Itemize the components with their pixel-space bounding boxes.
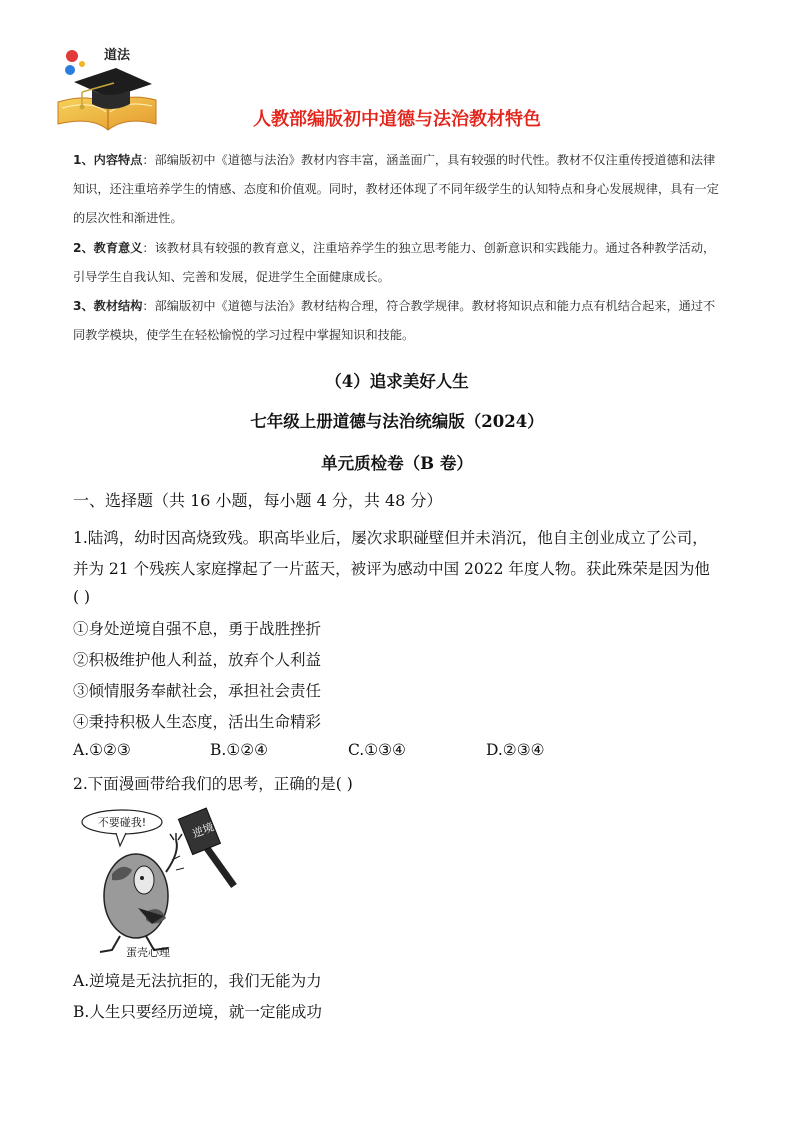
q1-option-c[interactable]: C.①③④ (348, 741, 406, 759)
comic-illustration (76, 800, 246, 965)
q1-option-b[interactable]: B.①②④ (210, 741, 269, 759)
q1-statement: ①身处逆境自强不息，勇于战胜挫折 (73, 620, 322, 638)
q1-stem-line1: 1.陆鸿，幼时因高烧致残。职高毕业后，屡次求职碰壁但并未消沉，他自主创业成立了公司， (73, 529, 708, 547)
feature-text: ：部编版初中《道德与法治》教材内容丰富，涵盖面广，具有较强的时代性。教材不仅注重传授道德和法律知识，还注重培养学生的情感、态度和价值观。同时，教材还体现了不同年级学生的认知特点和身心发展规律，具有一定的层次性和渐进性。 (73, 153, 719, 226)
q1-statement: ③倾情服务奉献社会，承担社会责任 (73, 682, 322, 700)
feature-item (73, 146, 723, 234)
feature-item (73, 292, 723, 350)
feature-item (73, 234, 723, 292)
q1-stem-line2: 并为 21 个残疾人家庭撑起了一片蓝天，被评为感动中国 2022 年度人物。获此殊荣是因为他 (73, 560, 710, 578)
features-section (73, 146, 723, 350)
logo-label: 道法 (104, 48, 131, 63)
q1-option-d[interactable]: D.②③④ (486, 741, 545, 759)
comic-caption: 蛋壳心理 (126, 946, 170, 959)
q2-option-a[interactable]: A.逆境是无法抗拒的，我们无能为力 (73, 972, 322, 990)
feature-label: 3、教材结构 (73, 299, 143, 314)
q1-statement: ②积极维护他人利益，放弃个人利益 (73, 651, 322, 669)
feature-label: 2、教育意义 (73, 240, 143, 255)
book-title: 七年级上册道德与法治统编版（2024） (250, 412, 544, 431)
feature-text: ：该教材具有较强的教育意义，注重培养学生的独立思考能力、创新意识和实践能力。通过各种教学活动，引导学生自我认知、完善和发展，促进学生全面健康成长。 (73, 240, 716, 284)
feature-label: 1、内容特点 (73, 153, 143, 167)
paper-title: 单元质检卷（B 卷） (321, 454, 473, 473)
q2-stem: 2.下面漫画带给我们的思考，正确的是( ) (73, 775, 353, 793)
main-title: 人教部编版初中道德与法治教材特色 (253, 109, 541, 130)
q1-option-a[interactable]: A.①②③ (73, 741, 131, 759)
unit-title: （4）追求美好人生 (325, 372, 469, 391)
feature-text: ：部编版初中《道德与法治》教材结构合理，符合教学规律。教材将知识点和能力点有机结合起来，通过不同教学模块，使学生在轻松愉悦的学习过程中掌握知识和技能。 (73, 299, 716, 343)
q1-statement: ④秉持积极人生态度，活出生命精彩 (73, 713, 322, 731)
q2-option-b[interactable]: B.人生只要经历逆境，就一定能成功 (73, 1003, 322, 1021)
section-heading: 一、选择题（共 16 小题，每小题 4 分，共 48 分） (73, 491, 443, 510)
comic-sign-text: 逆境 (190, 820, 216, 841)
comic-bubble-text: 不要碰我! (97, 816, 147, 829)
q1-answer-paren: ( ) (73, 588, 91, 606)
